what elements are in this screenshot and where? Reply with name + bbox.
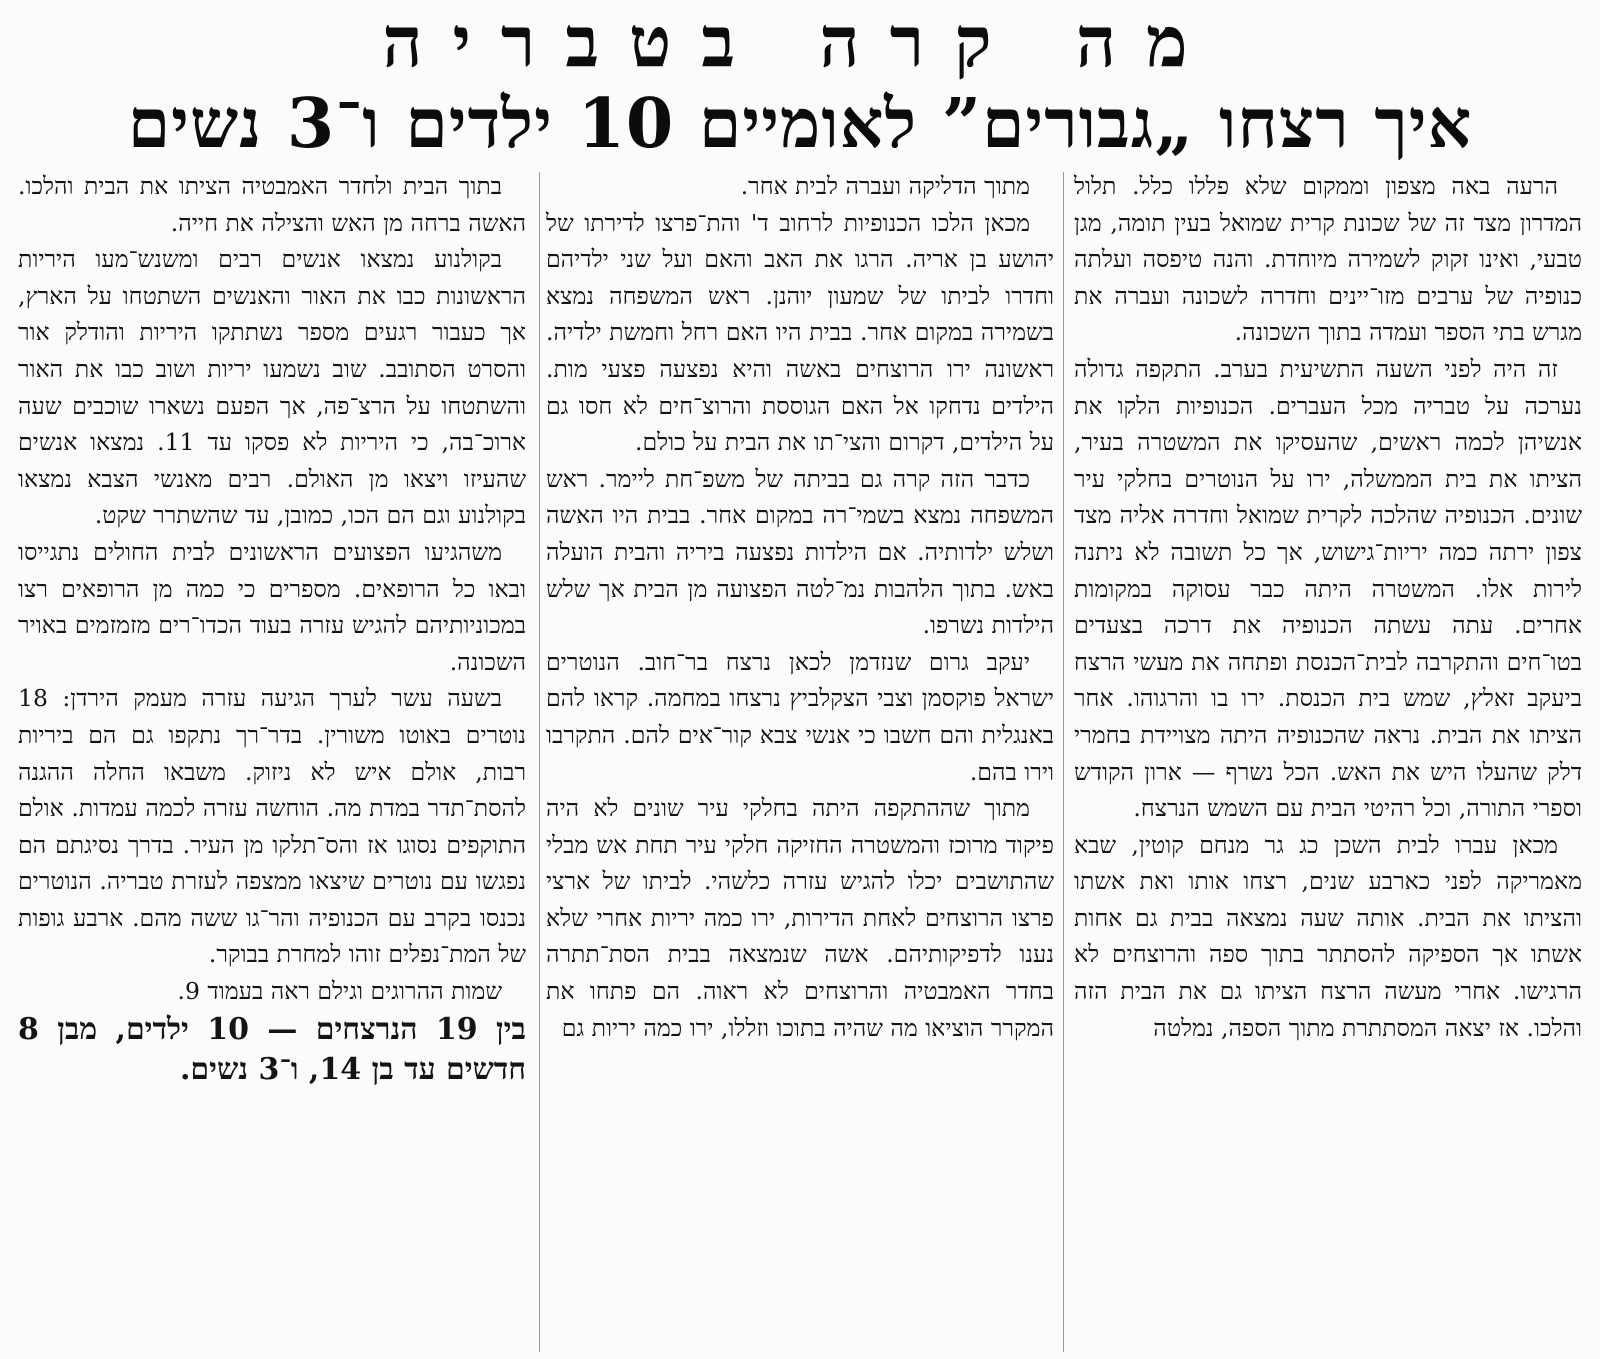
article-column-left: [8, 168, 536, 1354]
paragraph: זה היה לפני השעה התשיעית בערב. התקפה גדולה נערכה על טבריה מכל העברים. הכנופיות הלקו את אנשיהן לכמה ראשים, שהעסיקו את המשטרה בעיר, הציתו את בית הממשלה, ירו על הנוטרים בחלקי עיר שונים. הכנופיה שהלכה לקרית שמואל וחדרה אליה מצד צפון ירתה כמה יריות־גישוש, אך כל תשובה לא ניתנה לירות אלו. המשטרה היתה כבר עסוקה במקומות אחרים. עתה עשתה הכנופיה את דרכה בצעדים בטו־חים והתקרבה לבית־הכנסת ופתחה את מעשי הרצח ביעקב זאלץ, שמש בית הכנסת. ירו בו והרגוהו. אחר הציתו את הבית. נראה שהכנופיה היתה מצויידת בחמרי דלק שהעלו היש את האש. הכל נשרף — ארון הקודש וספרי התורה, וכל רהיטי הבית עם השמש הנרצח.: [1074, 354, 1582, 823]
paragraph: מתוך הדליקה ועברה לבית אחר.: [740, 172, 1030, 200]
paragraph: הרעה באה מצפון וממקום שלא פללו כלל. תלול המדרון מצד זה של שכונת קרית שמואל בעין תומה, מגן טבעי, ואינו זקוק לשמירה מיוחדת. והנה טיפסה ועלתה כנופיה של ערבים מזו־יינים וחדרה לשכונה ועברה את מגרש בתי הספר ועמדה בתוך השכונה.: [1074, 172, 1582, 347]
main-headline: מה קרה בטבריה: [382, 2, 1218, 82]
paragraph: בתוך הבית ולחדר האמבטיה הציתו את הבית והלכו. האשה ברחה מן האש והצילה את חייה.: [18, 172, 526, 237]
article-columns: [8, 168, 1592, 1354]
paragraph: כדבר הזה קרה גם בביתה של משפ־חת ליימר. ראש המשפחה נמצא בשמי־רה במקום אחר. בבית היו האשה ושלש ילדותיה. אם הילדות נפצעה ביריה והבית הועלה באש. בתוך הלהבות נמ־לטה הפצועה מן הבית אך שלש הילדות נשרפו.: [546, 464, 1054, 640]
paragraph: משהגיעו הפצועים הראשונים לבית החולים נתגייסו ובאו כל הרופאים. מספרים כי כמה מן הרופאים רצו במכוניותיהם להגיש עזרה בעוד הכדו־רים מזמזמים באויר השכונה.: [18, 537, 526, 676]
paragraph: מתוך שההתקפה היתה בחלקי עיר שונים לא היה פיקוד מרוכז והמשטרה החזיקה חלקי עיר תחת אש מבלי שהתושבים יכלו להגיש עזרה כלשהי. לביתו של ארצי פרצו הרוצחים לאחת הדירות, ירו כמה יריות אחרי שלא נענו לדפיקותיהם. אשה שנמצאה בבית הסת־תתרה בחדר האמבטיה והרוצחים לא ראוה. הם פתחו את המקרר הוציאו מה שהיה בתוכו וזללו, ירו כמה יריות גם: [546, 794, 1054, 1042]
paragraph: שמות ההרוגים וגילם ראה בעמוד 9.: [177, 977, 502, 1006]
article-column-middle: [536, 168, 1064, 1354]
article-column-right: [1064, 168, 1592, 1354]
paragraph: בקולנוע נמצאו אנשים רבים ומשנש־מעו היריות הראשונות כבו את האור והאנשים השתטחו על הארץ, אך כעבור רגעים מספר נשתתקו היריות והודלק אור והסרט הסתובב. שוב נשמעו יריות ושוב כבו את האור והשתטחו על הרצ־פה, אך הפעם נשארו שוכבים שעה ארוכ־בה, כי היריות לא פסקו עד 11. נמצאו אנשים שהעיזו ויצאו מן האולם. רבים מאנשי הצבא נמצאו בקולנוע וגם הם הכו, כמובן, עד שהשתרר שקט.: [18, 245, 526, 530]
paragraph: יעקב גרום שנזדמן לכאן נרצח בר־חוב. הנוטרים ישראל פוקסמן וצבי הצקלביץ נרצחו במחמה. קראו להם באנגלית והם חשבו כי אנשי צבא קור־אים להם. התקרבו וירו בהם.: [546, 647, 1054, 786]
paragraph: מכאן הלכו הכנופיות לרחוב ד' והת־פרצו לדירתו של יהושע בן אריה. הרגו את האב והאם ועל שני ילדיהם וחדרו לביתו של שמעון יוהנן. ראש המשפחה נמצא בשמירה במקום אחר. בבית היו האם רחל וחמשת ילדיה. ראשונה ירו הרוצחים באשה והיא נפצעה פצעי מות. הילדים נדחקו אל האם הגוססת והרוצ־חים לא חסו גם על הילדים, דקרום והצי־תו את הבית על כולם.: [546, 208, 1054, 457]
closing-summary: בין 19 הנרצחים — 10 ילדים, מבן 8 חדשים עד בן 14, ו־3 נשים.: [18, 1011, 526, 1087]
paragraph: בשעה עשר לערך הגיעה עזרה מעמק הירדן: 18 נוטרים באוטו משורין. בדר־רך נתקפו גם הם ביריות רבות, אולם איש לא ניזוק. משבאו החלה ההגנה להסת־תדר במדת מה. הוחשה עזרה לכמה עמדות. אולם התוקפים נסוגו אז והס־תלקו מן העיר. בדרך נסיגתם הם נפגשו עם נוטרים שיצאו ממצפה לעזרת טבריה. הנוטרים נכנסו בקרב עם הכנופיה והר־גו ששה מהם. ארבע גופות של המת־נפלים זוהו למחרת בבוקר.: [18, 684, 526, 969]
sub-headline: איך רצחו „גבורים” לאומיים 10 ילדים ו־3 נשים: [127, 84, 1473, 164]
paragraph: מכאן עברו לבית השכן כג גר מנחם קוטין, שבא מאמריקה לפני כארבע שנים, רצחו אותו ואת אשתו והציתו את הבית. אותה שעה נמצאה בבית גם אחות אשתו אך הספיקה להסתתר בתוך ספה והרוצחים לא הרגישו. אחרי מעשה הרצח הציתו גם את הבית הזה והלכו. אז יצאה המסתתרת מתוך הספה, נמלטה: [1074, 830, 1582, 1042]
